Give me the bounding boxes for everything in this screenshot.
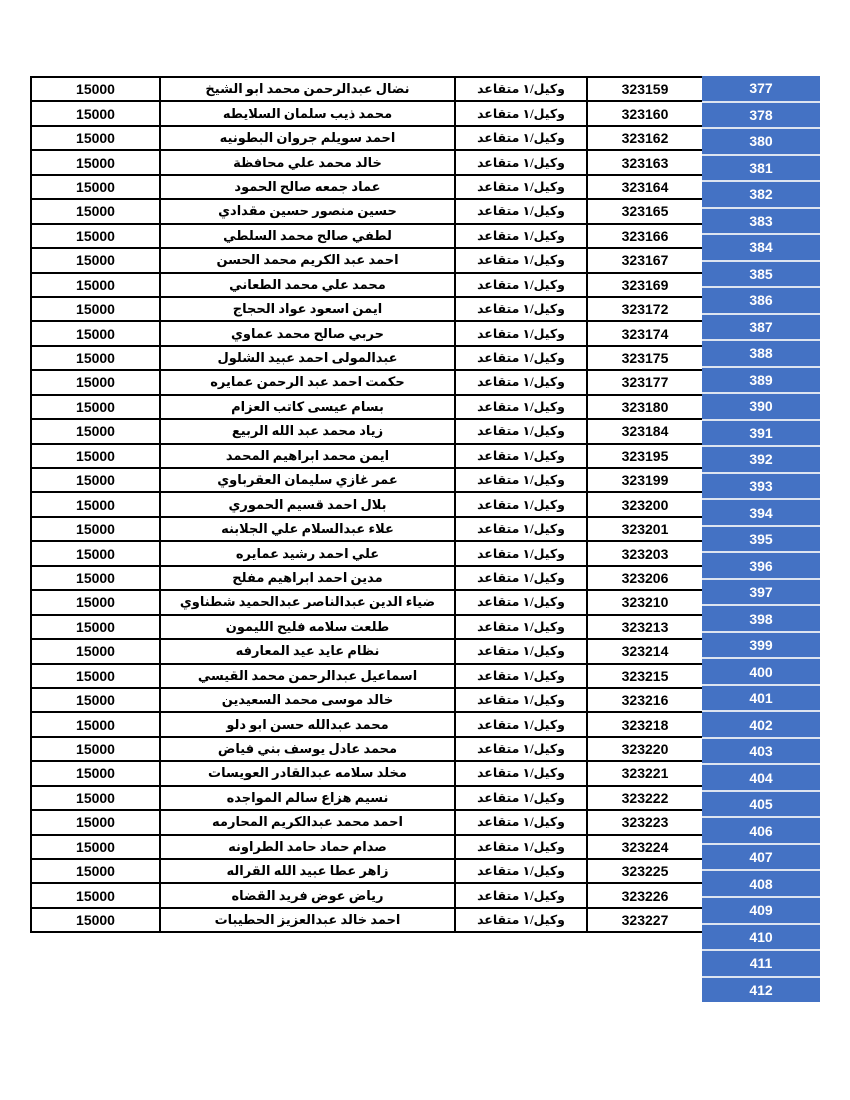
name-cell: مدين احمد ابراهيم مفلح xyxy=(160,566,455,590)
table-row xyxy=(31,224,703,248)
record-id-cell: 323200 xyxy=(587,492,703,516)
record-id-cell: 323167 xyxy=(587,248,703,272)
name-cell: عماد جمعه صالح الحمود xyxy=(160,175,455,199)
record-id-cell: 323203 xyxy=(587,541,703,565)
table-row xyxy=(31,908,703,932)
salary-cell: 15000 xyxy=(31,737,160,761)
record-id-cell: 323164 xyxy=(587,175,703,199)
rank-cell: وكيل/١ متقاعد xyxy=(455,297,587,321)
table-row xyxy=(31,248,703,272)
name-cell: خالد موسى محمد السعيدين xyxy=(160,688,455,712)
table-row xyxy=(31,199,703,223)
salary-cell: 15000 xyxy=(31,77,160,101)
name-cell: نظام عايد عيد المعارفه xyxy=(160,639,455,663)
table-row xyxy=(31,175,703,199)
table-row xyxy=(31,77,703,101)
rank-cell: وكيل/١ متقاعد xyxy=(455,712,587,736)
table-row xyxy=(31,859,703,883)
name-cell: ايمن محمد ابراهيم المحمد xyxy=(160,444,455,468)
name-cell: علي احمد رشيد عمايره xyxy=(160,541,455,565)
name-cell: احمد سويلم جروان البطونيه xyxy=(160,126,455,150)
record-id-cell: 323162 xyxy=(587,126,703,150)
record-id-cell: 323195 xyxy=(587,444,703,468)
record-id-cell: 323226 xyxy=(587,883,703,907)
table-row xyxy=(31,835,703,859)
name-cell: محمد عبدالله حسن ابو دلو xyxy=(160,712,455,736)
salary-cell: 15000 xyxy=(31,664,160,688)
salary-cell: 15000 xyxy=(31,346,160,370)
name-cell: ضياء الدين عبدالناصر عبدالحميد شطناوي xyxy=(160,590,455,614)
salary-cell: 15000 xyxy=(31,541,160,565)
rank-cell: وكيل/١ متقاعد xyxy=(455,835,587,859)
rank-cell: وكيل/١ متقاعد xyxy=(455,615,587,639)
name-cell: نسيم هزاع سالم المواجده xyxy=(160,786,455,810)
sequence-number-cell: 407 xyxy=(702,845,820,872)
table-row xyxy=(31,541,703,565)
salary-cell: 15000 xyxy=(31,908,160,932)
name-cell: زاهر عطا عبيد الله القراله xyxy=(160,859,455,883)
name-cell: حربي صالح محمد عماوي xyxy=(160,321,455,345)
salary-cell: 15000 xyxy=(31,615,160,639)
name-cell: خالد محمد علي محافظة xyxy=(160,150,455,174)
rank-cell: وكيل/١ متقاعد xyxy=(455,492,587,516)
salary-cell: 15000 xyxy=(31,468,160,492)
pension-table-body xyxy=(31,77,703,932)
sequence-number-cell: 403 xyxy=(702,739,820,766)
name-cell: صدام حماد حامد الطراونه xyxy=(160,835,455,859)
rank-cell: وكيل/١ متقاعد xyxy=(455,639,587,663)
name-cell: بلال احمد قسيم الحموري xyxy=(160,492,455,516)
sequence-number-cell: 401 xyxy=(702,686,820,713)
record-id-cell: 323165 xyxy=(587,199,703,223)
record-id-cell: 323169 xyxy=(587,273,703,297)
table-row xyxy=(31,492,703,516)
rank-cell: وكيل/١ متقاعد xyxy=(455,664,587,688)
record-id-cell: 323214 xyxy=(587,639,703,663)
name-cell: علاء عبدالسلام علي الجلابنه xyxy=(160,517,455,541)
table-row xyxy=(31,688,703,712)
record-id-cell: 323160 xyxy=(587,101,703,125)
record-id-cell: 323215 xyxy=(587,664,703,688)
rank-cell: وكيل/١ متقاعد xyxy=(455,688,587,712)
table-row xyxy=(31,517,703,541)
sequence-number-cell: 410 xyxy=(702,925,820,952)
sequence-number-cell: 389 xyxy=(702,368,820,395)
rank-cell: وكيل/١ متقاعد xyxy=(455,395,587,419)
salary-cell: 15000 xyxy=(31,688,160,712)
sequence-number-cell: 395 xyxy=(702,527,820,554)
salary-cell: 15000 xyxy=(31,273,160,297)
rank-cell: وكيل/١ متقاعد xyxy=(455,346,587,370)
rank-cell: وكيل/١ متقاعد xyxy=(455,101,587,125)
sequence-number-cell: 412 xyxy=(749,981,773,998)
rank-cell: وكيل/١ متقاعد xyxy=(455,273,587,297)
table-row xyxy=(31,615,703,639)
salary-cell: 15000 xyxy=(31,859,160,883)
salary-cell: 15000 xyxy=(31,517,160,541)
rank-cell: وكيل/١ متقاعد xyxy=(455,77,587,101)
rank-cell: وكيل/١ متقاعد xyxy=(455,224,587,248)
table-row xyxy=(31,297,703,321)
name-cell: مخلد سلامه عبدالقادر العويسات xyxy=(160,761,455,785)
sequence-number-cell: 381 xyxy=(702,156,820,183)
salary-cell: 15000 xyxy=(31,883,160,907)
name-cell: عمر غازي سليمان العقرباوي xyxy=(160,468,455,492)
table-row xyxy=(31,761,703,785)
salary-cell: 15000 xyxy=(31,419,160,443)
name-cell: بسام عيسى كاتب العزام xyxy=(160,395,455,419)
salary-cell: 15000 xyxy=(31,566,160,590)
sequence-number-cell: 380 xyxy=(702,129,820,156)
rank-cell: وكيل/١ متقاعد xyxy=(455,859,587,883)
table-row xyxy=(31,712,703,736)
table-row xyxy=(31,786,703,810)
salary-cell: 15000 xyxy=(31,297,160,321)
sequence-number-cell: 384 xyxy=(702,235,820,262)
record-id-cell: 323177 xyxy=(587,370,703,394)
table-row xyxy=(31,664,703,688)
table-row xyxy=(31,590,703,614)
record-id-cell: 323201 xyxy=(587,517,703,541)
salary-cell: 15000 xyxy=(31,224,160,248)
sequence-number-cell: 378 xyxy=(702,103,820,130)
sequence-number-cell: 398 xyxy=(702,606,820,633)
table-row xyxy=(31,639,703,663)
rank-cell: وكيل/١ متقاعد xyxy=(455,321,587,345)
rank-cell: وكيل/١ متقاعد xyxy=(455,541,587,565)
table-row xyxy=(31,883,703,907)
rank-cell: وكيل/١ متقاعد xyxy=(455,566,587,590)
sequence-number-cell: 377 xyxy=(702,76,820,103)
rank-cell: وكيل/١ متقاعد xyxy=(455,590,587,614)
salary-cell: 15000 xyxy=(31,810,160,834)
table-row xyxy=(31,810,703,834)
salary-cell: 15000 xyxy=(31,761,160,785)
sequence-number-cell: 382 xyxy=(702,182,820,209)
rank-cell: وكيل/١ متقاعد xyxy=(455,126,587,150)
name-cell: اسماعيل عبدالرحمن محمد القيسي xyxy=(160,664,455,688)
name-cell: ايمن اسعود عواد الحجاج xyxy=(160,297,455,321)
record-id-cell: 323220 xyxy=(587,737,703,761)
record-id-cell: 323222 xyxy=(587,786,703,810)
salary-cell: 15000 xyxy=(31,590,160,614)
sequence-number-cell: 406 xyxy=(702,818,820,845)
name-cell: رياض عوض فريد القضاه xyxy=(160,883,455,907)
salary-cell: 15000 xyxy=(31,370,160,394)
record-id-cell: 323206 xyxy=(587,566,703,590)
name-cell: حسين منصور حسين مقدادي xyxy=(160,199,455,223)
sequence-number-cell: 386 xyxy=(702,288,820,315)
pension-table xyxy=(30,76,704,933)
rank-cell: وكيل/١ متقاعد xyxy=(455,517,587,541)
salary-cell: 15000 xyxy=(31,199,160,223)
table-row xyxy=(31,395,703,419)
salary-cell: 15000 xyxy=(31,492,160,516)
salary-cell: 15000 xyxy=(31,639,160,663)
salary-cell: 15000 xyxy=(31,101,160,125)
record-id-cell: 323172 xyxy=(587,297,703,321)
table-row xyxy=(31,273,703,297)
name-cell: زياد محمد عبد الله الربيع xyxy=(160,419,455,443)
rank-cell: وكيل/١ متقاعد xyxy=(455,199,587,223)
sequence-number-cell: 390 xyxy=(702,394,820,421)
rank-cell: وكيل/١ متقاعد xyxy=(455,468,587,492)
sequence-number-cell: 396 xyxy=(702,553,820,580)
sequence-number-cell: 404 xyxy=(702,765,820,792)
rank-cell: وكيل/١ متقاعد xyxy=(455,150,587,174)
record-id-cell: 323184 xyxy=(587,419,703,443)
sequence-number-cell: 400 xyxy=(702,659,820,686)
record-id-cell: 323175 xyxy=(587,346,703,370)
name-cell: محمد ذيب سلمان السلايطه xyxy=(160,101,455,125)
salary-cell: 15000 xyxy=(31,835,160,859)
rank-cell: وكيل/١ متقاعد xyxy=(455,810,587,834)
name-cell: لطفي صالح محمد السلطي xyxy=(160,224,455,248)
name-cell: احمد خالد عبدالعزيز الحطيبات xyxy=(160,908,455,932)
rank-cell: وكيل/١ متقاعد xyxy=(455,761,587,785)
sequence-number-cell: 402 xyxy=(702,712,820,739)
sequence-number-cell: 387 xyxy=(702,315,820,342)
sequence-number-cell: 388 xyxy=(702,341,820,368)
rank-cell: وكيل/١ متقاعد xyxy=(455,248,587,272)
salary-cell: 15000 xyxy=(31,321,160,345)
table-row xyxy=(31,321,703,345)
table-row xyxy=(31,468,703,492)
salary-cell: 15000 xyxy=(31,175,160,199)
sequence-number-cell: 383 xyxy=(702,209,820,236)
record-id-cell: 323224 xyxy=(587,835,703,859)
sequence-number-column xyxy=(702,76,820,1002)
table-row xyxy=(31,101,703,125)
record-id-cell: 323163 xyxy=(587,150,703,174)
rank-cell: وكيل/١ متقاعد xyxy=(455,370,587,394)
salary-cell: 15000 xyxy=(31,712,160,736)
name-cell: محمد عادل يوسف بني فياض xyxy=(160,737,455,761)
sequence-number-cell: 409 xyxy=(702,898,820,925)
name-cell: احمد محمد عبدالكريم المحارمه xyxy=(160,810,455,834)
table-row xyxy=(31,566,703,590)
salary-cell: 15000 xyxy=(31,126,160,150)
sequence-number-cell: 392 xyxy=(702,447,820,474)
table-row xyxy=(31,370,703,394)
salary-cell: 15000 xyxy=(31,444,160,468)
rank-cell: وكيل/١ متقاعد xyxy=(455,786,587,810)
rank-cell: وكيل/١ متقاعد xyxy=(455,908,587,932)
rank-cell: وكيل/١ متقاعد xyxy=(455,175,587,199)
sequence-number-cell: 385 xyxy=(702,262,820,289)
salary-cell: 15000 xyxy=(31,150,160,174)
sequence-number-cell: 397 xyxy=(702,580,820,607)
sequence-number-cell: 408 xyxy=(702,871,820,898)
name-cell: عبدالمولى احمد عبيد الشلول xyxy=(160,346,455,370)
table-row xyxy=(31,419,703,443)
rank-cell: وكيل/١ متقاعد xyxy=(455,883,587,907)
name-cell: طلعت سلامه فليح الليمون xyxy=(160,615,455,639)
record-id-cell: 323166 xyxy=(587,224,703,248)
record-id-cell: 323210 xyxy=(587,590,703,614)
table-row xyxy=(31,444,703,468)
record-id-cell: 323174 xyxy=(587,321,703,345)
rank-cell: وكيل/١ متقاعد xyxy=(455,737,587,761)
rank-cell: وكيل/١ متقاعد xyxy=(455,419,587,443)
table-row xyxy=(31,737,703,761)
table-row xyxy=(31,126,703,150)
record-id-cell: 323159 xyxy=(587,77,703,101)
sequence-number-cell: 399 xyxy=(702,633,820,660)
sequence-number-cell: 394 xyxy=(702,500,820,527)
record-id-cell: 323225 xyxy=(587,859,703,883)
sequence-number-cell: 393 xyxy=(702,474,820,501)
record-id-cell: 323227 xyxy=(587,908,703,932)
record-id-cell: 323218 xyxy=(587,712,703,736)
name-cell: نضال عبدالرحمن محمد ابو الشيخ xyxy=(160,77,455,101)
rank-cell: وكيل/١ متقاعد xyxy=(455,444,587,468)
name-cell: محمد علي محمد الطعاني xyxy=(160,273,455,297)
record-id-cell: 323213 xyxy=(587,615,703,639)
name-cell: حكمت احمد عبد الرحمن عمايره xyxy=(160,370,455,394)
record-id-cell: 323223 xyxy=(587,810,703,834)
table-row xyxy=(31,150,703,174)
salary-cell: 15000 xyxy=(31,786,160,810)
salary-cell: 15000 xyxy=(31,248,160,272)
sequence-number-cell: 391 xyxy=(702,421,820,448)
sequence-number-cell: 405 xyxy=(702,792,820,819)
record-id-cell: 323221 xyxy=(587,761,703,785)
salary-cell: 15000 xyxy=(31,395,160,419)
record-id-cell: 323216 xyxy=(587,688,703,712)
table-row xyxy=(31,346,703,370)
record-id-cell: 323180 xyxy=(587,395,703,419)
sequence-number-cell: 411 xyxy=(702,951,820,978)
record-id-cell: 323199 xyxy=(587,468,703,492)
name-cell: احمد عبد الكريم محمد الحسن xyxy=(160,248,455,272)
